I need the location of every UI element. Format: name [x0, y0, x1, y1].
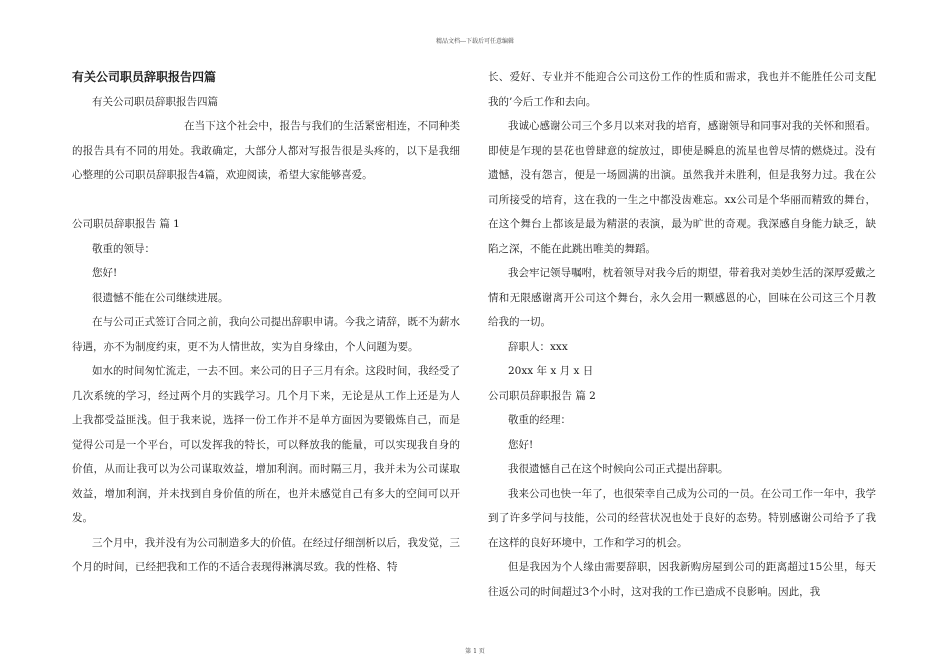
section-heading-2: 公司职员辞职报告 篇 2 [488, 389, 596, 402]
page-number: 第 1 页 [465, 648, 485, 655]
section-heading-1: 公司职员辞职报告 篇 1 [72, 218, 180, 230]
paragraph: 我来公司也快一年了，也很荣幸自己成为公司的一员。在公司工作一年中，我学到了许多学问与技能，公司的经营状况也处于良好的态势。特别感谢公司给予了我在这样的良好环境中，工作和学习的机会。 [488, 487, 876, 549]
intro-paragraph: 在当下这个社会中，报告与我们的生活紧密相连，不同种类的报告具有不同的用处。我敢确定，大部分人都对写报告很是头疼的，以下是我细心整理的公司职员辞职报告4篇，欢迎阅读，希望大家能够喜爱。 [72, 120, 460, 181]
paragraph: 我很遗憾自己在这个时候向公司正式提出辞职。 [508, 463, 729, 475]
date: 20xx 年 x 月 x 日 [508, 365, 594, 377]
paragraph: 三个月中，我并没有为公司制造多大的价值。在经过仔细剖析以后，我发觉，三个月的时间，已经把我和工作的不适合表现得淋漓尽致。我的性格、特 [72, 536, 460, 573]
document-subtitle: 有关公司职员辞职报告四篇 [92, 95, 218, 108]
document-title: 有关公司职员辞职报告四篇 [72, 70, 217, 84]
spacer [72, 188, 460, 213]
left-column [72, 65, 460, 580]
paragraph: 我诚心感谢公司三个多月以来对我的培育，感谢领导和同事对我的关怀和照看。即使是乍现的昙花也曾肆意的绽放过，即使是瞬息的流星也曾尽情的燃烧过。没有遗憾，没有怨言，便是一场圆满的出演。虽然我并未胜利，但是我努力过。我在公司所接受的培育，这在我的一生之中都没齿难忘。xx公司是个华丽而精致的舞台，在这个舞台上都该是最为精湛的表演，最为旷世的奇观。我深感自身能力缺乏，缺陷之深，不能在此跳出唯美的舞蹈。 [488, 120, 876, 255]
paragraph: 很遗憾不能在公司继续进展。 [92, 291, 229, 304]
paragraph: 如水的时间匆忙流走，一去不回。来公司的日子三月有余。这段时间，我经受了几次系统的学习，经过两个月的实践学习。几个月下来，无论是从工作上还是为人上我都受益匪浅。但于我来说，选择一份工作并不是单方面因为要锻炼自己，而是觉得公司是一个平台，可以发挥我的特长，可以释放我的能量，可以实现我自身的价值，从而让我可以为公司谋取效益，增加利润。而时隔三月，我并未为公司谋取效益，增加利润，并未找到自身价值的所在，也并未感觉自己有多大的空间可以开发。 [72, 365, 460, 524]
greeting: 敬重的领导： [92, 242, 155, 255]
paragraph: 在与公司正式签订合同之前，我向公司提出辞职申请。今我之请辞，既不为薪水待遇，亦不为制度约束，更不为人情世故，实为自身缘由，个人问题为要。 [72, 316, 460, 353]
page-header-note: 精品文档---下载后可任意编辑 [435, 38, 515, 45]
paragraph: 我会牢记领导嘱咐，枕着领导对我今后的期望，带着我对美妙生活的深厚爱戴之情和无限感谢离开公司这个舞台，永久会用一颗感恩的心，回味在公司这三个月教给我的一切。 [488, 267, 876, 328]
paragraph-continued: 长、爱好、专业并不能迎合公司这份工作的性质和需求，我也并不能胜任公司支配我的’今后工作和去向。 [488, 71, 876, 108]
salutation: 您好! [508, 438, 534, 451]
paragraph: 但是我因为个人缘由需要辞职，因我新购房屋到公司的距离超过15公里，每天往返公司的时间超过3个小时，这对我的工作已造成不良影响。因此，我 [488, 561, 876, 598]
signature: 辞职人：xxx [508, 340, 568, 353]
greeting: 敬重的经理： [508, 414, 571, 426]
right-column [488, 65, 876, 604]
salutation: 您好! [92, 267, 118, 279]
